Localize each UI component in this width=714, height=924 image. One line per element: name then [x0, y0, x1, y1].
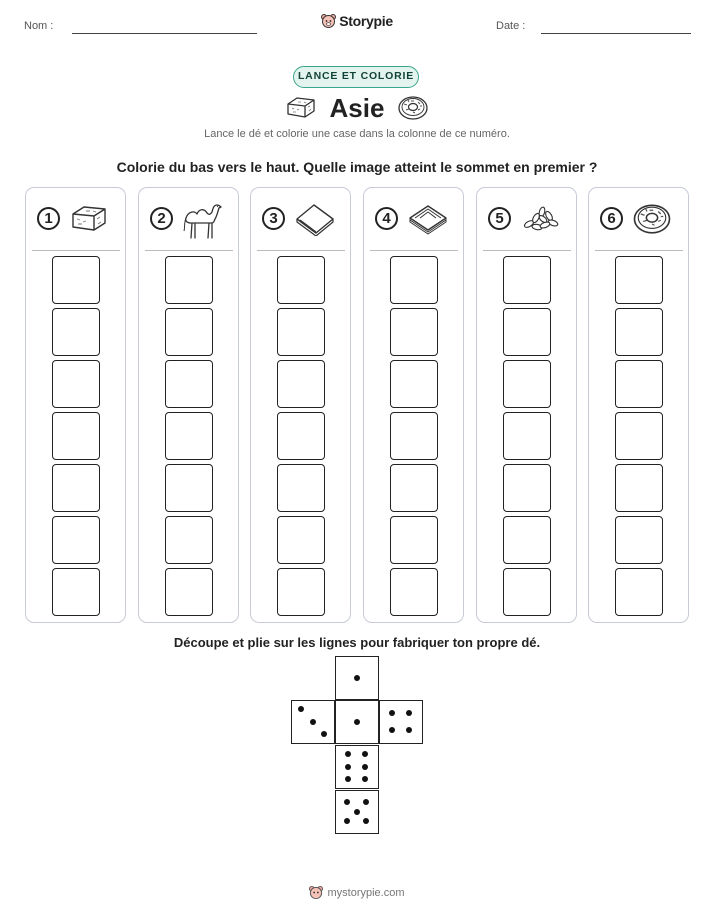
dice-face [379, 700, 423, 744]
dice-pip [362, 751, 368, 757]
color-box[interactable] [52, 360, 100, 408]
dice-pip [406, 710, 412, 716]
storypie-logo-icon [309, 885, 323, 900]
dice-pip [354, 809, 360, 815]
color-box[interactable] [390, 568, 438, 616]
color-box[interactable] [615, 360, 663, 408]
dice-pip [344, 799, 350, 805]
dice-face [335, 656, 379, 700]
column-number: 1 [37, 207, 60, 230]
color-box[interactable] [277, 360, 325, 408]
brand-name: Storypie [339, 13, 393, 29]
dice-pip [345, 751, 351, 757]
color-box[interactable] [52, 568, 100, 616]
color-box[interactable] [277, 308, 325, 356]
column-number: 2 [150, 207, 173, 230]
color-box[interactable] [503, 412, 551, 460]
dice-face [335, 745, 379, 789]
column-6 [588, 187, 689, 623]
color-box[interactable] [390, 464, 438, 512]
color-box[interactable] [277, 464, 325, 512]
dice-pip [363, 799, 369, 805]
color-box[interactable] [503, 568, 551, 616]
seeds-icon [520, 202, 562, 241]
column-divider [595, 250, 683, 251]
column-1 [25, 187, 126, 623]
column-header [364, 188, 462, 250]
column-divider [483, 250, 571, 251]
dice-face [335, 790, 379, 834]
dice-pip [389, 727, 395, 733]
dice-pip [345, 764, 351, 770]
activity-badge: LANCE ET COLORIE [293, 66, 419, 88]
column-header [589, 188, 687, 250]
color-box[interactable] [615, 308, 663, 356]
column-4 [363, 187, 464, 623]
color-box[interactable] [615, 568, 663, 616]
color-box[interactable] [615, 256, 663, 304]
color-box[interactable] [52, 412, 100, 460]
color-box[interactable] [390, 308, 438, 356]
color-box[interactable] [277, 516, 325, 564]
folded-silk-icon [407, 202, 449, 241]
column-header [251, 188, 349, 250]
color-box[interactable] [165, 516, 213, 564]
color-box[interactable] [503, 256, 551, 304]
color-box[interactable] [52, 256, 100, 304]
dice-pip [321, 731, 327, 737]
dice-pip [354, 675, 360, 681]
column-header [139, 188, 237, 250]
column-number: 4 [375, 207, 398, 230]
color-box[interactable] [503, 516, 551, 564]
column-divider [32, 250, 120, 251]
dice-pip [406, 727, 412, 733]
column-3 [250, 187, 351, 623]
color-box[interactable] [165, 256, 213, 304]
title-row [0, 92, 714, 124]
dice-pip [298, 706, 304, 712]
color-box[interactable] [390, 256, 438, 304]
color-box[interactable] [52, 308, 100, 356]
dice-pip [362, 776, 368, 782]
dice-pip [363, 818, 369, 824]
color-box[interactable] [52, 464, 100, 512]
column-header [26, 188, 124, 250]
donut-icon [397, 95, 429, 121]
date-line [541, 33, 691, 34]
donut-icon [632, 202, 672, 241]
dice-pip [345, 776, 351, 782]
color-box[interactable] [165, 360, 213, 408]
color-box[interactable] [165, 568, 213, 616]
color-box[interactable] [52, 516, 100, 564]
column-number: 3 [262, 207, 285, 230]
folded-cloth-icon [294, 202, 336, 241]
page-title: Asie [329, 93, 385, 123]
dice-pip [362, 764, 368, 770]
dice-pip [344, 818, 350, 824]
footer-url: mystorypie.com [327, 886, 405, 899]
question: Colorie du bas vers le haut. Quelle image atteint le sommet en premier ? [116, 159, 598, 175]
column-2 [138, 187, 239, 623]
color-box[interactable] [277, 256, 325, 304]
color-box[interactable] [277, 412, 325, 460]
color-box[interactable] [277, 568, 325, 616]
camel-icon [182, 202, 224, 245]
date-label: Date : [496, 20, 526, 32]
lokum-icon [69, 202, 109, 239]
dice-pip [389, 710, 395, 716]
color-box[interactable] [615, 412, 663, 460]
brand [0, 13, 714, 34]
dice-face [291, 700, 335, 744]
column-divider [145, 250, 233, 251]
subtitle: Lance le dé et colorie une case dans la colonne de ce numéro. [204, 128, 510, 140]
column-number: 5 [488, 207, 511, 230]
color-box[interactable] [615, 516, 663, 564]
column-5 [476, 187, 577, 623]
column-header [477, 188, 575, 250]
column-divider [257, 250, 345, 251]
dice-pip [310, 719, 316, 725]
name-label: Nom : [24, 20, 54, 32]
color-box[interactable] [165, 308, 213, 356]
dice-instruction: Découpe et plie sur les lignes pour fabriquer ton propre dé. [173, 635, 541, 650]
dice-face [335, 700, 379, 744]
footer [0, 885, 714, 905]
color-box[interactable] [390, 516, 438, 564]
color-box[interactable] [503, 308, 551, 356]
color-box[interactable] [503, 464, 551, 512]
color-box[interactable] [165, 412, 213, 460]
dice-pip [354, 719, 360, 725]
color-box[interactable] [390, 360, 438, 408]
storypie-logo-icon [321, 13, 336, 29]
color-box[interactable] [503, 360, 551, 408]
column-divider [370, 250, 458, 251]
color-box[interactable] [390, 412, 438, 460]
column-number: 6 [600, 207, 623, 230]
color-box[interactable] [615, 464, 663, 512]
color-box[interactable] [165, 464, 213, 512]
